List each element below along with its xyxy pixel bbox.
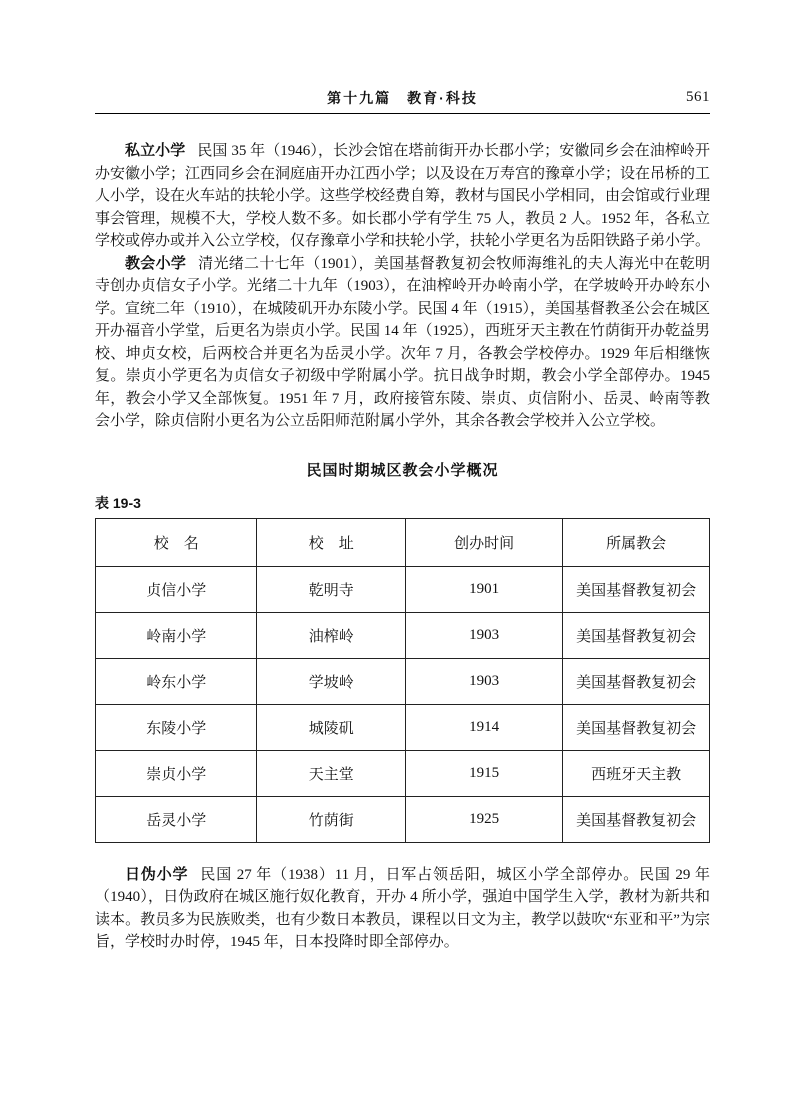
table-cell: 天主堂 <box>257 750 406 796</box>
table-cell: 岭南小学 <box>96 612 257 658</box>
table-header-cell-address: 校 址 <box>257 518 406 566</box>
table-header-row <box>96 518 710 566</box>
page-content <box>95 140 710 954</box>
paragraph-lead: 私立小学 <box>125 142 186 159</box>
paragraph-text: 清光绪二十七年（1901），美国基督教复初会牧师海维礼的夫人海光中在乾明寺创办贞信女子小学。光绪二十九年（1903），在油榨岭开办岭南小学，在学坡岭开办岭东小学。宣统二年（1910），在城陵矶开办东陵小学。民国 4 年（1915），美国基督教圣公会在城区开办福音小学堂，后更名为崇贞小学。民国 14 年（1925），西班牙天主教在竹荫街开办乾益男校、坤贞女校，后两校合并更名为岳灵小学。次年 7 月，各教会学校停办。1929 年后相继恢复。崇贞小学更名为贞信女子初级中学附属小学。抗日战争时期，教会小学全部停办。1945 年，教会小学又全部恢复。1951 年 7 月，政府接管东陵、崇贞、贞信附小、岳灵、岭南等教会小学，除贞信附小更名为公立岳阳师范附属小学外，其余各教会学校并入公立学校。 <box>95 255 711 429</box>
table-row <box>96 750 710 796</box>
paragraph-church-schools <box>95 253 710 433</box>
table-label: 表 19-3 <box>95 494 141 511</box>
table-cell: 1901 <box>406 566 563 612</box>
table-cell: 城陵矶 <box>257 704 406 750</box>
table-title: 民国时期城区教会小学概况 <box>306 461 499 479</box>
table-row <box>96 612 710 658</box>
table-cell: 竹荫街 <box>257 796 406 842</box>
table-header-cell-church: 所属教会 <box>563 518 710 566</box>
table-cell: 1903 <box>406 658 563 704</box>
table-cell: 岭东小学 <box>96 658 257 704</box>
table-header-cell-name: 校 名 <box>96 518 257 566</box>
table-cell: 贞信小学 <box>96 566 257 612</box>
paragraph-text: 民国 27 年（1938）11 月，日军占领岳阳，城区小学全部停办。民国 29 年（1940），日伪政府在城区施行奴化教育，开办 4 所小学，强迫中国学生入学，教材为新共和读本。教员多为民族败类，也有少数日本教员，课程以日文为主，教学以鼓吹“东亚和平”为宗旨，学校时办时停，1945 年，日本投降时即全部停办。 <box>95 866 710 950</box>
page-number: 561 <box>686 89 710 105</box>
header-rule <box>95 113 710 114</box>
table-cell: 岳灵小学 <box>96 796 257 842</box>
table-header-cell-founded: 创办时间 <box>406 518 563 566</box>
paragraph-lead: 日伪小学 <box>125 865 189 883</box>
page-header <box>95 88 710 108</box>
table-cell: 崇贞小学 <box>96 750 257 796</box>
table-cell: 油榨岭 <box>257 612 406 658</box>
paragraph-lead: 教会小学 <box>125 254 187 272</box>
table-cell: 1914 <box>406 704 563 750</box>
table-row <box>96 796 710 842</box>
section-title: 第十九篇 教育·科技 <box>327 90 478 106</box>
table-cell: 美国基督教复初会 <box>563 658 710 704</box>
table-cell: 美国基督教复初会 <box>563 796 710 842</box>
table-cell: 学坡岭 <box>257 658 406 704</box>
table-row <box>96 566 710 612</box>
table-cell: 西班牙天主教 <box>563 750 710 796</box>
table-cell: 美国基督教复初会 <box>563 566 710 612</box>
table-row <box>96 704 710 750</box>
paragraph-puppet-schools <box>95 864 710 954</box>
table-cell: 乾明寺 <box>257 566 406 612</box>
paragraph-private-schools <box>95 140 710 253</box>
table-cell: 1915 <box>406 750 563 796</box>
table-cell: 美国基督教复初会 <box>563 704 710 750</box>
table-cell: 1925 <box>406 796 563 842</box>
paragraph-text: 民国 35 年（1946），长沙会馆在塔前街开办长郡小学；安徽同乡会在油榨岭开办安徽小学；江西同乡会在洞庭庙开办江西小学；以及设在万寿宫的豫章小学；设在吊桥的工人小学，设在火车站的扶轮小学。这些学校经费自筹，教材与国民小学相同，由会馆或行业理事会管理，规模不大，学校人数不多。如长郡小学有学生 75 人，教员 2 人。1952 年，各私立学校或停办或并入公立学校，仅存豫章小学和扶轮小学，扶轮小学更名为岳阳铁路子弟小学。 <box>95 143 711 249</box>
table-cell: 美国基督教复初会 <box>563 612 710 658</box>
table-row <box>96 658 710 704</box>
table-cell: 1903 <box>406 612 563 658</box>
church-schools-table <box>95 518 710 843</box>
table-cell: 东陵小学 <box>96 704 257 750</box>
